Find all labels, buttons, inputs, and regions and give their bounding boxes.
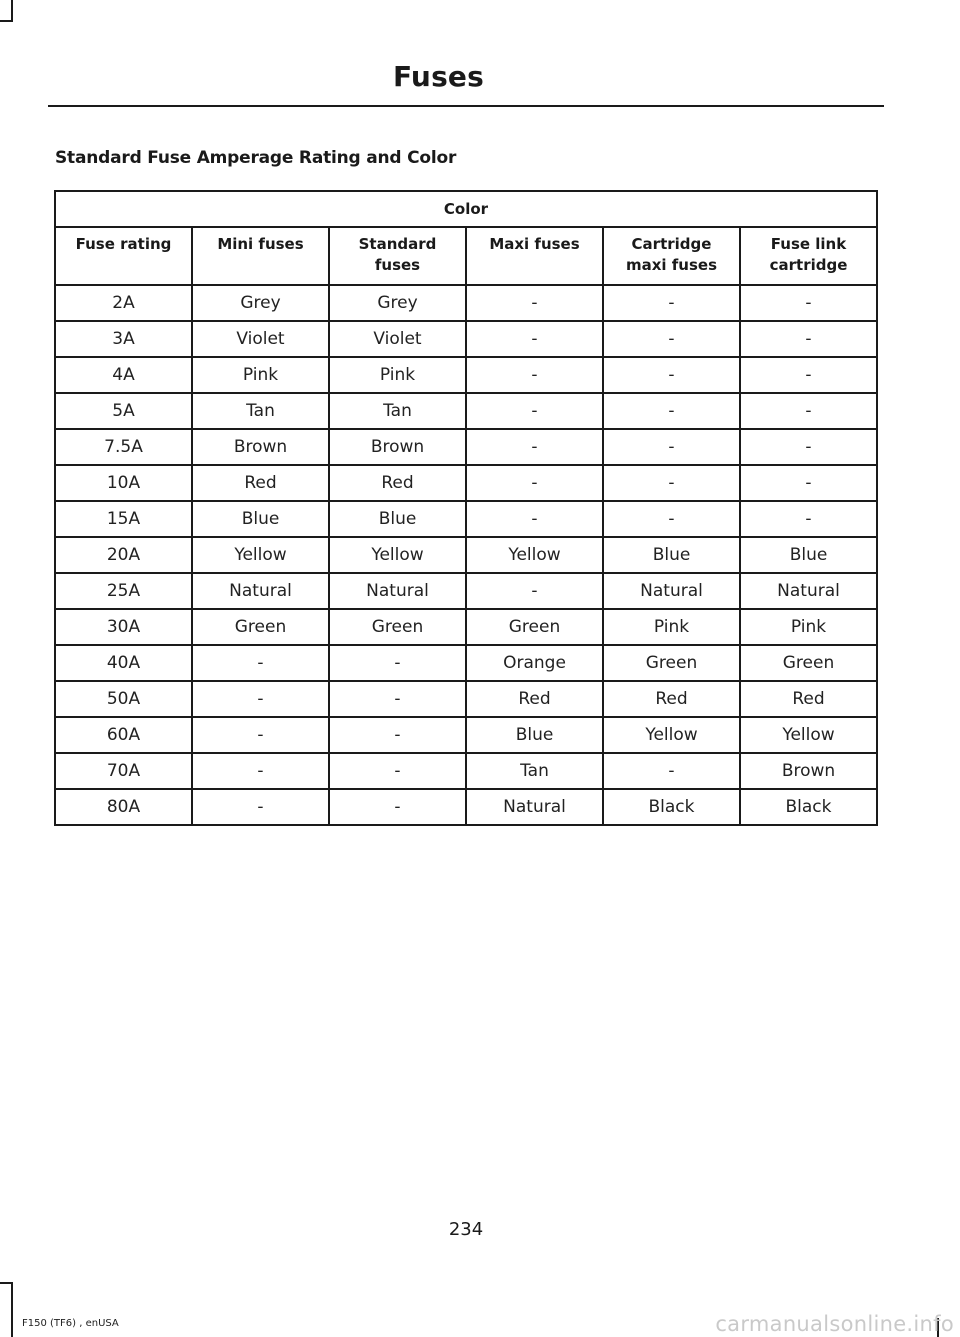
fuse-color-cell: Black — [740, 789, 877, 825]
fuse-rating-cell: 3A — [55, 321, 192, 357]
fuse-color-cell: Yellow — [329, 537, 466, 573]
fuse-color-cell: Green — [466, 609, 603, 645]
fuse-color-cell: - — [466, 321, 603, 357]
column-header: Mini fuses — [192, 227, 329, 285]
fuse-rating-cell: 50A — [55, 681, 192, 717]
fuse-color-cell: - — [466, 285, 603, 321]
table-row — [55, 501, 877, 537]
table-row — [55, 357, 877, 393]
fuse-color-cell: Pink — [329, 357, 466, 393]
fuse-rating-cell: 2A — [55, 285, 192, 321]
fuse-color-cell: Natural — [740, 573, 877, 609]
fuse-color-cell: Green — [603, 645, 740, 681]
fuse-color-cell: - — [192, 717, 329, 753]
fuse-color-cell: Black — [603, 789, 740, 825]
fuse-color-cell: Red — [466, 681, 603, 717]
fuse-color-cell: Tan — [329, 393, 466, 429]
fuse-color-cell: - — [740, 321, 877, 357]
fuse-color-cell: - — [192, 753, 329, 789]
fuse-color-cell: Brown — [192, 429, 329, 465]
page-number: 234 — [448, 1219, 484, 1240]
fuse-color-cell: - — [466, 393, 603, 429]
column-header: Maxi fuses — [466, 227, 603, 285]
fuse-color-cell: Grey — [329, 285, 466, 321]
fuse-color-cell: - — [192, 645, 329, 681]
watermark: carmanualsonline.info — [715, 1312, 954, 1336]
fuse-color-cell: Yellow — [603, 717, 740, 753]
fuse-color-cell: Yellow — [192, 537, 329, 573]
fuse-color-cell: - — [329, 645, 466, 681]
fuse-color-cell: Green — [192, 609, 329, 645]
fuse-color-cell: Brown — [740, 753, 877, 789]
column-header — [740, 227, 877, 285]
fuse-color-cell: Pink — [192, 357, 329, 393]
fuse-color-cell: Blue — [329, 501, 466, 537]
fuse-color-cell: - — [740, 285, 877, 321]
section-heading: Standard Fuse Amperage Rating and Color — [55, 148, 457, 168]
fuse-color-cell: Natural — [466, 789, 603, 825]
fuse-color-cell: Tan — [466, 753, 603, 789]
fuse-color-cell: Violet — [192, 321, 329, 357]
table-row — [55, 753, 877, 789]
fuse-rating-cell: 7.5A — [55, 429, 192, 465]
fuse-color-cell: - — [329, 789, 466, 825]
column-header — [603, 227, 740, 285]
table-row — [55, 321, 877, 357]
fuse-color-cell: Pink — [740, 609, 877, 645]
fuse-rating-cell: 15A — [55, 501, 192, 537]
fuse-rating-cell: 30A — [55, 609, 192, 645]
fuse-color-cell: Violet — [329, 321, 466, 357]
page-title-text: Fuses — [393, 60, 484, 93]
table-row — [55, 645, 877, 681]
fuse-color-cell: - — [603, 501, 740, 537]
fuse-rating-cell: 25A — [55, 573, 192, 609]
fuse-color-cell: - — [329, 681, 466, 717]
fuse-color-cell: - — [603, 285, 740, 321]
crop-mark-bottom-left-h — [0, 1282, 13, 1284]
fuse-color-cell: Brown — [329, 429, 466, 465]
fuse-color-cell: Natural — [603, 573, 740, 609]
table-row — [55, 717, 877, 753]
fuse-color-cell: - — [192, 789, 329, 825]
fuse-color-cell: - — [466, 429, 603, 465]
fuse-rating-cell: 60A — [55, 717, 192, 753]
fuse-color-cell: - — [329, 753, 466, 789]
fuse-color-cell: - — [329, 717, 466, 753]
fuse-rating-cell: 70A — [55, 753, 192, 789]
fuse-color-cell: - — [603, 753, 740, 789]
fuse-color-cell: Red — [329, 465, 466, 501]
column-header-label: Fuse link cartridge — [769, 235, 848, 274]
table-row — [55, 465, 877, 501]
fuse-color-cell: - — [740, 357, 877, 393]
fuse-table — [54, 190, 878, 826]
fuse-color-cell: Blue — [603, 537, 740, 573]
fuse-color-cell: - — [603, 321, 740, 357]
fuse-color-cell: - — [192, 681, 329, 717]
column-header: Fuse rating — [55, 227, 192, 285]
table-row — [55, 429, 877, 465]
fuse-color-cell: - — [740, 465, 877, 501]
fuse-color-cell: Natural — [192, 573, 329, 609]
fuse-table-body — [55, 285, 877, 825]
title-divider — [48, 105, 884, 107]
fuse-rating-cell: 5A — [55, 393, 192, 429]
fuse-color-cell: Orange — [466, 645, 603, 681]
fuse-color-cell: - — [603, 429, 740, 465]
fuse-color-cell: Blue — [740, 537, 877, 573]
fuse-color-cell: - — [466, 573, 603, 609]
fuse-color-cell: - — [740, 501, 877, 537]
fuse-color-cell: Blue — [466, 717, 603, 753]
fuse-color-cell: Yellow — [740, 717, 877, 753]
fuse-color-cell: Natural — [329, 573, 466, 609]
column-header-label: Standard fuses — [358, 235, 437, 274]
table-row — [55, 789, 877, 825]
fuse-color-cell: Tan — [192, 393, 329, 429]
fuse-rating-cell: 80A — [55, 789, 192, 825]
fuse-color-cell: Grey — [192, 285, 329, 321]
fuse-color-cell: Yellow — [466, 537, 603, 573]
table-row — [55, 681, 877, 717]
table-row — [55, 537, 877, 573]
fuse-color-cell: - — [740, 393, 877, 429]
crop-mark-bottom-left-v — [11, 1282, 13, 1337]
fuse-rating-cell: 40A — [55, 645, 192, 681]
fuse-color-cell: - — [603, 393, 740, 429]
fuse-color-cell: Red — [603, 681, 740, 717]
fuse-color-cell: - — [466, 501, 603, 537]
table-row — [55, 573, 877, 609]
fuse-color-cell: Red — [740, 681, 877, 717]
color-group-header: Color — [55, 191, 877, 227]
table-row — [55, 609, 877, 645]
fuse-rating-cell: 20A — [55, 537, 192, 573]
table-row — [55, 393, 877, 429]
table-row — [55, 285, 877, 321]
fuse-rating-cell: 10A — [55, 465, 192, 501]
fuse-color-cell: - — [603, 465, 740, 501]
fuse-color-cell: Green — [329, 609, 466, 645]
fuse-color-cell: - — [466, 465, 603, 501]
crop-mark-top-left-h — [0, 20, 13, 22]
column-header — [329, 227, 466, 285]
fuse-color-cell: - — [740, 429, 877, 465]
fuse-color-cell: Red — [192, 465, 329, 501]
model-label: F150 (TF6) , enUSA — [22, 1318, 119, 1329]
column-header-label: Cartridge maxi fuses — [625, 235, 718, 274]
fuse-color-cell: Pink — [603, 609, 740, 645]
fuse-color-cell: - — [466, 357, 603, 393]
fuse-rating-cell: 4A — [55, 357, 192, 393]
column-header-row — [55, 227, 877, 285]
crop-mark-top-left-v — [11, 0, 13, 22]
fuse-color-cell: - — [603, 357, 740, 393]
fuse-color-cell: Green — [740, 645, 877, 681]
fuse-color-cell: Blue — [192, 501, 329, 537]
